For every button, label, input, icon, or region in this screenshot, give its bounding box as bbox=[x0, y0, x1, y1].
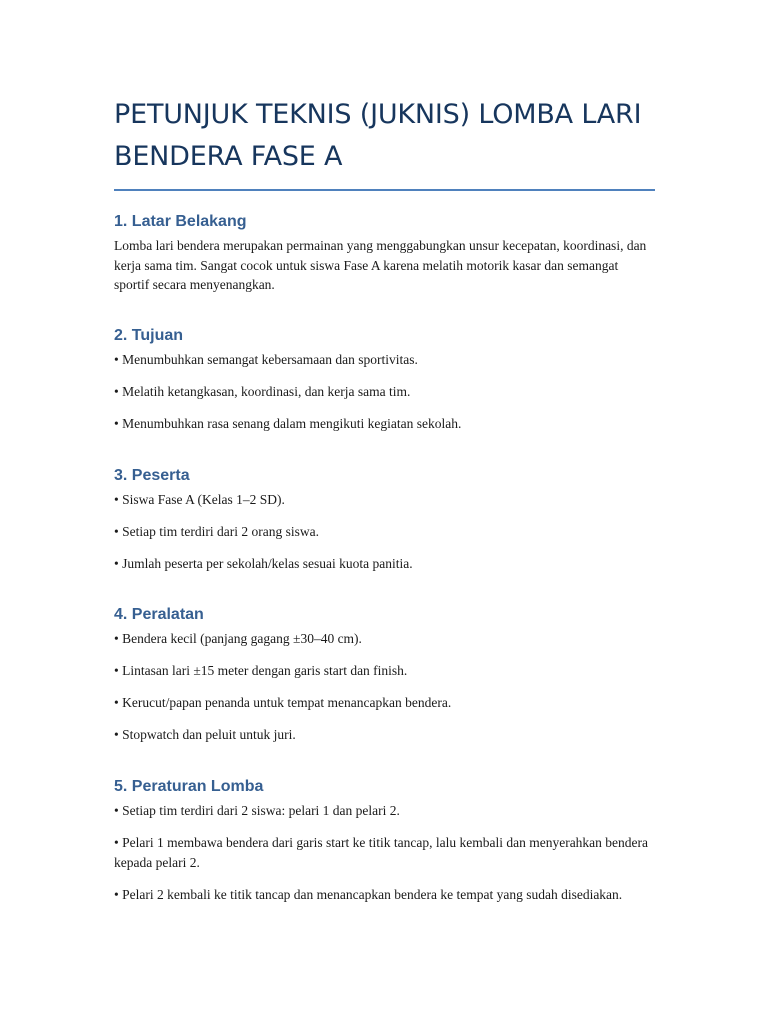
list-item: • Melatih ketangkasan, koordinasi, dan kerja sama tim. bbox=[114, 382, 655, 402]
bullet-list bbox=[114, 801, 655, 904]
list-item: • Menumbuhkan semangat kebersamaan dan sportivitas. bbox=[114, 350, 655, 370]
list-item: • Siswa Fase A (Kelas 1–2 SD). bbox=[114, 490, 655, 510]
list-item: • Jumlah peserta per sekolah/kelas sesuai kuota panitia. bbox=[114, 554, 655, 574]
list-item: • Pelari 1 membawa bendera dari garis start ke titik tancap, lalu kembali dan menyerahkan bendera kepada pelari 2. bbox=[114, 833, 655, 872]
section-peraturan-lomba bbox=[114, 777, 655, 917]
section-peserta bbox=[114, 466, 655, 586]
list-item: • Stopwatch dan peluit untuk juri. bbox=[114, 725, 655, 745]
list-item: • Setiap tim terdiri dari 2 orang siswa. bbox=[114, 522, 655, 542]
title-divider bbox=[114, 189, 655, 191]
section-heading: 5. Peraturan Lomba bbox=[114, 778, 264, 795]
bullet-list bbox=[114, 350, 655, 434]
document-page bbox=[114, 0, 655, 902]
section-heading: 3. Peserta bbox=[114, 467, 190, 484]
section-heading: 2. Tujuan bbox=[114, 327, 184, 344]
section-heading: 4. Peralatan bbox=[114, 606, 204, 623]
list-item: • Menumbuhkan rasa senang dalam mengikuti kegiatan sekolah. bbox=[114, 414, 655, 434]
section-heading: 1. Latar Belakang bbox=[114, 213, 247, 230]
section-paragraph: Lomba lari bendera merupakan permainan yang menggabungkan unsur kecepatan, koordinasi, dan kerja sama tim. Sangat cocok untuk siswa Fase A karena melatih motorik kasar dan semangat sportif secara menyenangkan. bbox=[114, 238, 647, 292]
section-tujuan bbox=[114, 326, 655, 446]
document-title: PETUNJUK TEKNIS (JUKNIS) LOMBA LARI BENDERA FASE A bbox=[114, 99, 642, 172]
bullet-list bbox=[114, 629, 655, 745]
list-item: • Setiap tim terdiri dari 2 siswa: pelari 1 dan pelari 2. bbox=[114, 801, 655, 821]
list-item: • Pelari 2 kembali ke titik tancap dan menancapkan bendera ke tempat yang sudah disediakan. bbox=[114, 885, 655, 905]
list-item: • Lintasan lari ±15 meter dengan garis start dan finish. bbox=[114, 661, 655, 681]
list-item: • Bendera kecil (panjang gagang ±30–40 cm). bbox=[114, 629, 655, 649]
section-latar-belakang bbox=[114, 212, 655, 295]
bullet-list bbox=[114, 490, 655, 574]
section-peralatan bbox=[114, 605, 655, 757]
list-item: • Kerucut/papan penanda untuk tempat menancapkan bendera. bbox=[114, 693, 655, 713]
